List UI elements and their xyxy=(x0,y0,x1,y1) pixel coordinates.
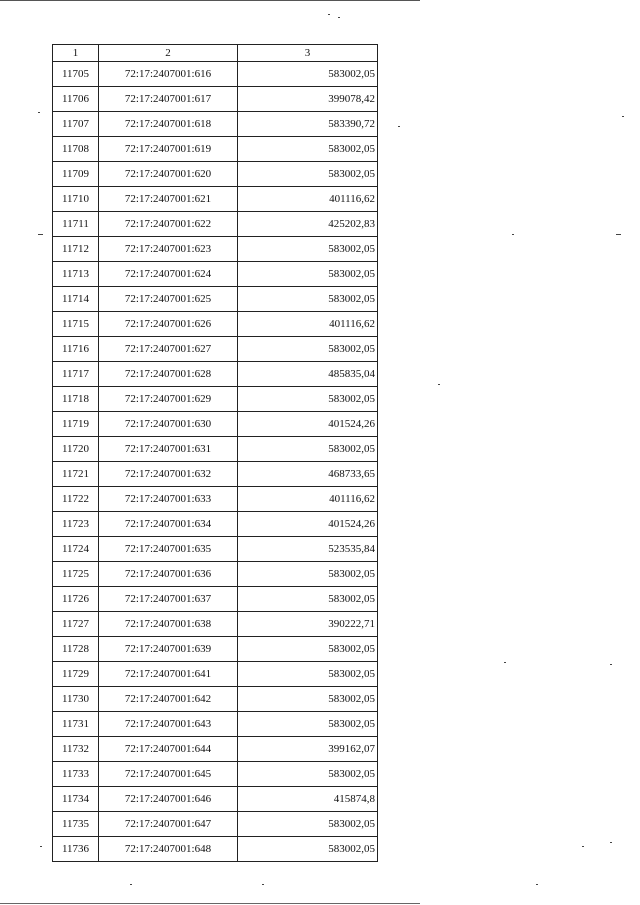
row-number: 11717 xyxy=(53,362,99,387)
cadastral-number: 72:17:2407001:646 xyxy=(99,787,238,812)
row-number: 11712 xyxy=(53,237,99,262)
cadastral-value: 583002,05 xyxy=(238,712,378,737)
scan-speck xyxy=(582,846,584,847)
table-row xyxy=(53,262,378,287)
row-number: 11722 xyxy=(53,487,99,512)
cadastral-number: 72:17:2407001:617 xyxy=(99,87,238,112)
cadastral-number: 72:17:2407001:616 xyxy=(99,62,238,87)
cadastral-value: 583002,05 xyxy=(238,287,378,312)
scan-speck xyxy=(398,126,400,127)
scan-speck xyxy=(438,384,440,385)
table-row xyxy=(53,87,378,112)
table-row xyxy=(53,212,378,237)
cadastral-number: 72:17:2407001:634 xyxy=(99,512,238,537)
table-row xyxy=(53,537,378,562)
cadastral-value: 583002,05 xyxy=(238,562,378,587)
table-row xyxy=(53,287,378,312)
table-row xyxy=(53,312,378,337)
table-row xyxy=(53,512,378,537)
row-number: 11713 xyxy=(53,262,99,287)
cadastral-value: 485835,04 xyxy=(238,362,378,387)
table-row xyxy=(53,737,378,762)
table-row xyxy=(53,787,378,812)
row-number: 11731 xyxy=(53,712,99,737)
cadastral-number: 72:17:2407001:629 xyxy=(99,387,238,412)
scan-speck xyxy=(328,14,330,15)
table-row xyxy=(53,587,378,612)
table-row xyxy=(53,837,378,862)
cadastral-value: 583002,05 xyxy=(238,662,378,687)
table-row xyxy=(53,812,378,837)
cadastral-value: 583002,05 xyxy=(238,687,378,712)
row-number: 11718 xyxy=(53,387,99,412)
cadastral-number: 72:17:2407001:619 xyxy=(99,137,238,162)
row-number: 11709 xyxy=(53,162,99,187)
cadastral-value: 401116,62 xyxy=(238,312,378,337)
cadastral-number: 72:17:2407001:642 xyxy=(99,687,238,712)
cadastral-value: 583002,05 xyxy=(238,137,378,162)
cadastral-value: 583002,05 xyxy=(238,387,378,412)
cadastral-number: 72:17:2407001:633 xyxy=(99,487,238,512)
row-number: 11714 xyxy=(53,287,99,312)
cadastral-number: 72:17:2407001:643 xyxy=(99,712,238,737)
cadastral-value: 401524,26 xyxy=(238,412,378,437)
cadastral-number: 72:17:2407001:647 xyxy=(99,812,238,837)
cadastral-value: 401116,62 xyxy=(238,187,378,212)
table-row xyxy=(53,237,378,262)
table-row xyxy=(53,362,378,387)
cadastral-number: 72:17:2407001:623 xyxy=(99,237,238,262)
table-row xyxy=(53,637,378,662)
cadastral-number: 72:17:2407001:621 xyxy=(99,187,238,212)
cadastral-number: 72:17:2407001:628 xyxy=(99,362,238,387)
cadastral-value: 425202,83 xyxy=(238,212,378,237)
row-number: 11705 xyxy=(53,62,99,87)
scan-speck xyxy=(622,116,624,117)
cadastral-number: 72:17:2407001:641 xyxy=(99,662,238,687)
table-row xyxy=(53,662,378,687)
table-row xyxy=(53,162,378,187)
cadastral-value: 583002,05 xyxy=(238,262,378,287)
table-row xyxy=(53,462,378,487)
row-number: 11716 xyxy=(53,337,99,362)
row-number: 11728 xyxy=(53,637,99,662)
table-row xyxy=(53,712,378,737)
cadastral-value: 583002,05 xyxy=(238,237,378,262)
cadastral-value: 399078,42 xyxy=(238,87,378,112)
row-number: 11708 xyxy=(53,137,99,162)
cadastral-number: 72:17:2407001:648 xyxy=(99,837,238,862)
table-row xyxy=(53,762,378,787)
table-body xyxy=(53,62,378,862)
cadastral-number: 72:17:2407001:620 xyxy=(99,162,238,187)
header-col-2: 2 xyxy=(99,45,238,62)
scan-speck xyxy=(504,662,506,663)
cadastral-value: 583002,05 xyxy=(238,162,378,187)
row-number: 11707 xyxy=(53,112,99,137)
header-col-3: 3 xyxy=(238,45,378,62)
cadastral-number: 72:17:2407001:645 xyxy=(99,762,238,787)
cadastral-value: 390222,71 xyxy=(238,612,378,637)
cadastral-number: 72:17:2407001:630 xyxy=(99,412,238,437)
cadastral-number: 72:17:2407001:624 xyxy=(99,262,238,287)
scan-speck xyxy=(130,884,132,885)
cadastral-value: 468733,65 xyxy=(238,462,378,487)
cadastral-number: 72:17:2407001:636 xyxy=(99,562,238,587)
table-row xyxy=(53,137,378,162)
cadastral-value: 583002,05 xyxy=(238,812,378,837)
table-row xyxy=(53,387,378,412)
cadastral-value: 401116,62 xyxy=(238,487,378,512)
table-row xyxy=(53,412,378,437)
row-number: 11734 xyxy=(53,787,99,812)
row-number: 11730 xyxy=(53,687,99,712)
cadastral-value: 583002,05 xyxy=(238,837,378,862)
cadastral-number: 72:17:2407001:635 xyxy=(99,537,238,562)
table-row xyxy=(53,187,378,212)
cadastral-table xyxy=(52,44,378,862)
row-number: 11735 xyxy=(53,812,99,837)
table-row xyxy=(53,437,378,462)
cadastral-value: 583002,05 xyxy=(238,62,378,87)
row-number: 11710 xyxy=(53,187,99,212)
row-number: 11724 xyxy=(53,537,99,562)
row-number: 11727 xyxy=(53,612,99,637)
cadastral-number: 72:17:2407001:637 xyxy=(99,587,238,612)
table-row xyxy=(53,612,378,637)
cadastral-number: 72:17:2407001:632 xyxy=(99,462,238,487)
cadastral-number: 72:17:2407001:627 xyxy=(99,337,238,362)
cadastral-value: 583002,05 xyxy=(238,637,378,662)
table-row xyxy=(53,687,378,712)
cadastral-value: 401524,26 xyxy=(238,512,378,537)
cadastral-value: 583002,05 xyxy=(238,437,378,462)
row-number: 11720 xyxy=(53,437,99,462)
cadastral-number: 72:17:2407001:622 xyxy=(99,212,238,237)
row-number: 11715 xyxy=(53,312,99,337)
row-number: 11732 xyxy=(53,737,99,762)
scan-speck xyxy=(616,234,621,235)
cadastral-number: 72:17:2407001:639 xyxy=(99,637,238,662)
cadastral-number: 72:17:2407001:644 xyxy=(99,737,238,762)
table-row xyxy=(53,62,378,87)
cadastral-number: 72:17:2407001:618 xyxy=(99,112,238,137)
table-row xyxy=(53,487,378,512)
row-number: 11736 xyxy=(53,837,99,862)
cadastral-number: 72:17:2407001:638 xyxy=(99,612,238,637)
cadastral-number: 72:17:2407001:625 xyxy=(99,287,238,312)
cadastral-number: 72:17:2407001:631 xyxy=(99,437,238,462)
table-row xyxy=(53,337,378,362)
row-number: 11725 xyxy=(53,562,99,587)
scan-speck xyxy=(610,842,612,843)
scan-speck xyxy=(338,17,340,18)
scan-speck xyxy=(38,112,40,113)
scan-speck xyxy=(610,664,612,665)
cadastral-value: 415874,8 xyxy=(238,787,378,812)
cadastral-value: 583002,05 xyxy=(238,337,378,362)
top-scan-rule xyxy=(0,0,420,1)
row-number: 11711 xyxy=(53,212,99,237)
scan-speck xyxy=(262,884,264,885)
header-col-1: 1 xyxy=(53,45,99,62)
table-row xyxy=(53,112,378,137)
table-row xyxy=(53,562,378,587)
row-number: 11706 xyxy=(53,87,99,112)
scan-speck xyxy=(40,846,42,847)
cadastral-value: 583002,05 xyxy=(238,587,378,612)
table-header xyxy=(53,45,378,62)
scan-speck xyxy=(38,234,43,235)
cadastral-value: 399162,07 xyxy=(238,737,378,762)
row-number: 11719 xyxy=(53,412,99,437)
row-number: 11723 xyxy=(53,512,99,537)
cadastral-number: 72:17:2407001:626 xyxy=(99,312,238,337)
cadastral-value: 523535,84 xyxy=(238,537,378,562)
header-row xyxy=(53,45,378,62)
scan-speck xyxy=(512,234,514,235)
scan-speck xyxy=(536,884,538,885)
row-number: 11733 xyxy=(53,762,99,787)
row-number: 11721 xyxy=(53,462,99,487)
row-number: 11726 xyxy=(53,587,99,612)
row-number: 11729 xyxy=(53,662,99,687)
cadastral-value: 583002,05 xyxy=(238,762,378,787)
cadastral-value: 583390,72 xyxy=(238,112,378,137)
bottom-scan-rule xyxy=(0,903,420,904)
